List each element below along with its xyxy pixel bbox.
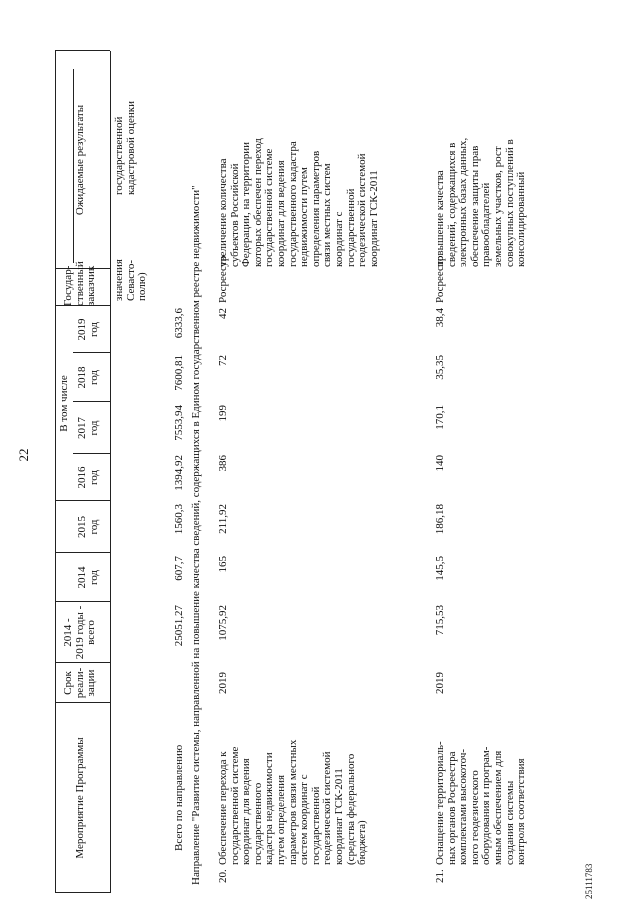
col-header-2018: 2018 год (76, 366, 100, 389)
row-2019: 42 (217, 308, 229, 319)
col-header-measure: Мероприятие Программы (74, 737, 86, 859)
total-row-label: Всего по направлению (173, 744, 185, 851)
table-top-rule (55, 51, 56, 893)
row-result: повышение качества сведений, содержащихся в электронных базах данных, обеспечение защиты прав правообладателей земельных участков, рост совокупных поступлений в консолидированный (434, 137, 528, 267)
row-result: увеличение количества субъектов Российской Федерации, на территории которых обеспечен переход государственной системе координат для ведения государственного кадастра недвижимости путем определения параметров связи местных систем координат с государственной геодезической системой координат ГСК-2011 (217, 138, 380, 267)
col-header-term: Срок реали- зации (62, 667, 98, 699)
col-header-2017: 2017 год (76, 417, 100, 439)
total-row-2018: 7600,81 (173, 355, 185, 391)
row-2018: 35,35 (434, 355, 446, 380)
row-total: 715,53 (434, 605, 446, 636)
row-2017: 199 (217, 405, 229, 422)
total-row-2017: 7553,94 (173, 405, 185, 441)
row-2016: 386 (217, 455, 229, 472)
continued-customer: значения Севасто- полю) (113, 259, 149, 301)
row-number: 20. (217, 869, 229, 883)
row-2018: 72 (217, 355, 229, 366)
row-customer: Росреестр (434, 255, 446, 303)
row-total: 1075,92 (217, 605, 229, 641)
col-header-2016: 2016 год (76, 466, 100, 489)
row-measure: Оснащение территориаль- ных органов Росреестра комплектами высокоточ- ного геодезического оборудования и програм- мным обеспечением для создания системы контроля соответствия (434, 741, 528, 865)
total-row-total: 25051,27 (173, 605, 185, 647)
direction-heading: Направление "Развитие системы, направленной на повышение качества сведений, содержащихся в Едином государственном реестре недвижимости" (190, 185, 202, 885)
document-code: 25111783 (584, 863, 594, 899)
col-header-2015: 2015 год (76, 516, 100, 538)
total-row-2015: 1560,3 (173, 504, 185, 535)
row-2014: 145,5 (434, 556, 446, 581)
row-2015: 186,18 (434, 504, 446, 535)
col-header-customer: Государ- ственный заказчик (62, 261, 98, 306)
row-2014: 165 (217, 556, 229, 573)
row-2015: 211,92 (217, 504, 229, 534)
total-row-2019: 6333,6 (173, 308, 185, 339)
row-2017: 170,1 (434, 405, 446, 430)
row-measure: Обеспечение перехода к государственной системе координат для ведения государственного кадастра недвижимости путем определения параметров связи местных систем координат с государственной геодезической системой координат ГСК-2011 (средства федерального бюджета) (217, 739, 369, 865)
page-number: 22 (16, 448, 31, 462)
total-row-2014: 607,7 (173, 556, 185, 581)
col-header-2019: 2019 год (76, 318, 100, 341)
row-term: 2019 (434, 672, 446, 694)
col-header-total: 2014 - 2019 годы - всего (62, 605, 98, 660)
total-row-2016: 1394,92 (173, 455, 185, 491)
header-bottom-rule (110, 51, 111, 893)
row-term: 2019 (217, 672, 229, 694)
row-2019: 38,4 (434, 308, 446, 328)
row-number: 21. (434, 869, 446, 883)
col-header-including: В том числе (58, 375, 70, 432)
row-customer: Росреестр (217, 255, 229, 303)
col-header-results: Ожидаемые результаты (74, 104, 86, 216)
row-2016: 140 (434, 455, 446, 472)
col-header-2014: 2014 год (76, 566, 100, 589)
continued-result: государственной кадастровой оценки (113, 100, 137, 195)
